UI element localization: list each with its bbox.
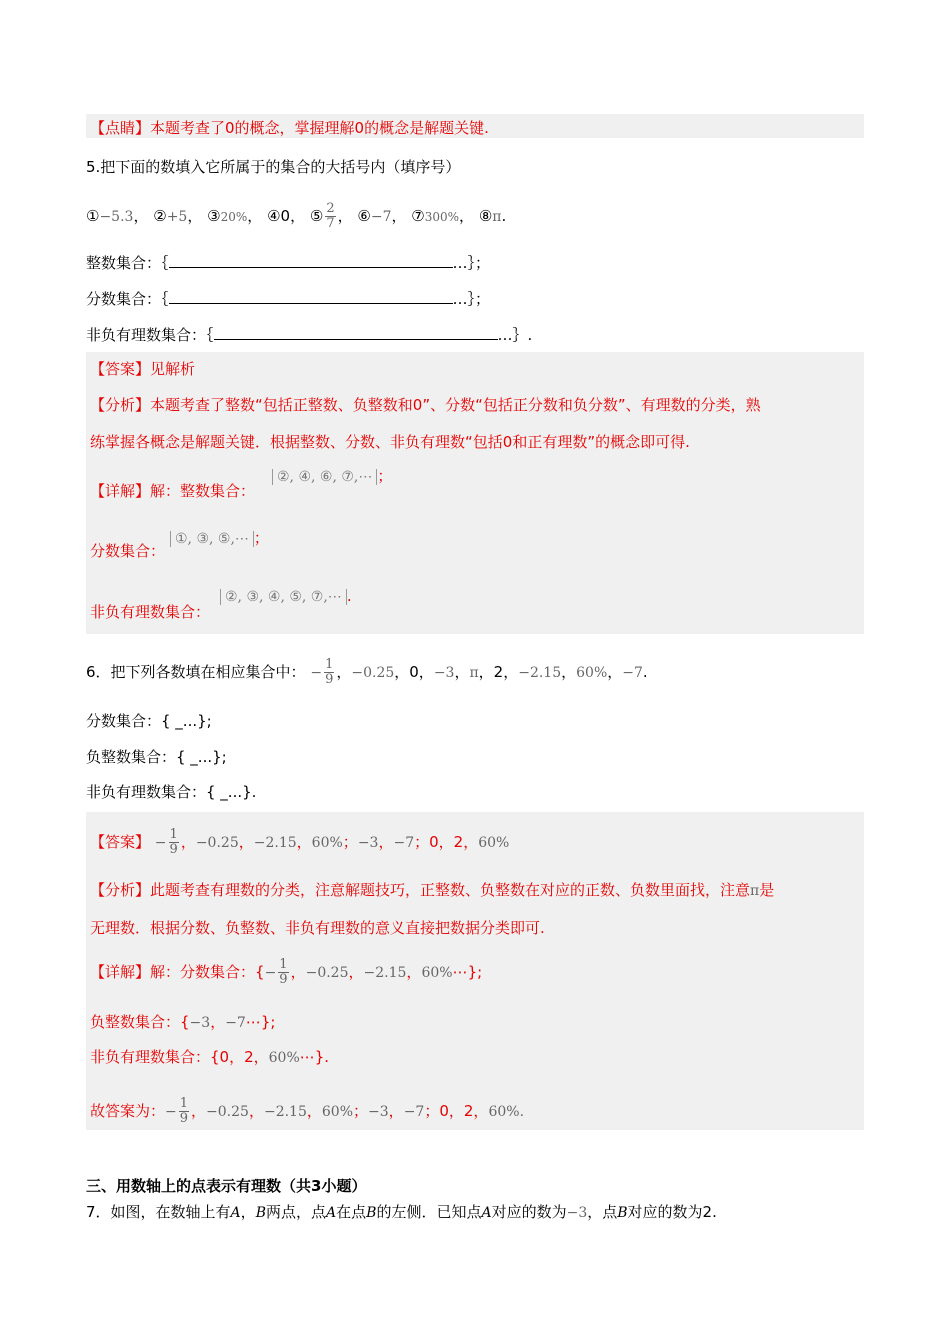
separator: ， xyxy=(290,207,306,225)
set-end: . xyxy=(346,587,352,605)
number: 60% xyxy=(311,835,343,851)
q5-set-nonneg xyxy=(86,324,532,345)
fraction-denominator: 9 xyxy=(169,842,178,857)
set-notation: ①, ③, ⑤,⋯ xyxy=(170,531,254,547)
separator: . xyxy=(519,1104,525,1120)
q6-set-nonneg: 非负有理数集合：{ _...}. xyxy=(86,783,257,801)
number: −0.25 xyxy=(351,665,395,681)
q6-detail-negint xyxy=(90,1011,275,1032)
fraction xyxy=(324,658,334,687)
fraction-numerator: 1 xyxy=(325,657,334,672)
number: −2.15 xyxy=(263,1104,307,1120)
q6-analysis-line-2: 无理数．根据分数、负整数、非负有理数的意义直接把数据分类即可. xyxy=(90,919,545,937)
number: 60% xyxy=(321,1104,354,1120)
separator: ，2， xyxy=(478,663,519,681)
number: −3 xyxy=(566,1205,588,1221)
analysis-text: 是 xyxy=(759,881,775,899)
text: ，点 xyxy=(587,1203,618,1221)
q5-stem: 5.把下面的数填入它所属于的集合的大括号内（填序号） xyxy=(86,158,461,176)
fraction xyxy=(325,202,335,231)
number: 0，2， xyxy=(429,833,479,851)
set-end: ； xyxy=(377,467,393,485)
detail-tag: 【详解】 xyxy=(90,963,151,981)
number: −0.25 xyxy=(206,1104,249,1120)
separator: ， xyxy=(191,1102,207,1120)
fraction-denominator: 9 xyxy=(279,972,288,987)
answer-tag: 【答案】 xyxy=(90,833,151,851)
q6-stem-line xyxy=(86,658,648,687)
analysis-tag: 【分析】 xyxy=(90,396,151,414)
separator: ， xyxy=(210,1013,226,1031)
set-notation: ②, ③, ④, ⑤, ⑦,⋯ xyxy=(220,589,347,605)
separator: ， xyxy=(607,663,623,681)
q7-stem xyxy=(86,1201,717,1222)
tip-text: 本题考查了0的概念，掌握理解0的概念是解题关键. xyxy=(150,119,489,137)
number: −3 xyxy=(357,835,379,851)
minus-sign: − xyxy=(154,835,167,851)
separator: . xyxy=(501,207,507,225)
analysis-text: 本题考查了整数“包括正整数、负整数和0”、分数“包括正分数和负分数”、有理数的分类，熟 xyxy=(150,396,761,414)
set-notation: ②, ④, ⑥, ⑦,⋯ xyxy=(272,469,377,485)
number: −2.15 xyxy=(518,665,562,681)
text: 两点，点 xyxy=(265,1203,326,1221)
number: −3 xyxy=(433,665,455,681)
set-end: ⋯}; xyxy=(245,1013,276,1031)
fraction xyxy=(179,1097,189,1126)
fraction-numerator: 1 xyxy=(179,1096,189,1111)
separator: ， xyxy=(459,207,475,225)
number: 60% xyxy=(421,965,453,981)
fraction-denominator: 9 xyxy=(325,672,334,687)
number: 60% xyxy=(268,1050,300,1066)
tip-tag: 【点睛】 xyxy=(90,119,151,137)
q6-detail-nonneg xyxy=(90,1046,329,1067)
item-num: ⑤ xyxy=(309,207,324,225)
separator: ， xyxy=(187,207,203,225)
set-end: ； xyxy=(253,529,269,547)
separator: ， xyxy=(336,663,352,681)
q6-analysis-line-1 xyxy=(90,879,774,900)
fraction xyxy=(169,828,179,857)
point-label: B xyxy=(366,1205,377,1221)
text: 7．如图，在数轴上有 xyxy=(86,1203,231,1221)
q6-stem: 6．把下列各数填在相应集合中： xyxy=(86,663,306,681)
number: −7 xyxy=(403,1104,425,1120)
point-label: B xyxy=(617,1205,628,1221)
set-tail: …｝. xyxy=(497,326,533,344)
separator: ； xyxy=(424,1102,440,1120)
text: ， xyxy=(240,1203,256,1221)
q6-final-answer xyxy=(90,1097,524,1126)
set-label: 分数集合：｛ xyxy=(86,290,169,308)
separator: ， xyxy=(248,1102,264,1120)
separator: ， xyxy=(180,833,196,851)
q5-detail-int-set xyxy=(272,465,392,486)
separator: ， xyxy=(238,833,254,851)
number: −0.25 xyxy=(195,835,239,851)
q5-detail-int xyxy=(90,480,255,501)
point-label: A xyxy=(230,1205,241,1221)
pi-symbol: π xyxy=(750,883,760,899)
item-num: ⑦ xyxy=(411,207,425,225)
q5-detail-frac-label: 分数集合： xyxy=(90,542,166,560)
number: 0，2， xyxy=(439,1102,489,1120)
q5-detail-nonneg-label: 非负有理数集合： xyxy=(90,603,211,621)
set-tail: …｝； xyxy=(452,254,491,272)
minus-sign: − xyxy=(310,665,323,681)
number: −3 xyxy=(189,1015,211,1031)
separator: ， xyxy=(296,833,312,851)
separator: ， xyxy=(454,663,470,681)
point-label: A xyxy=(481,1205,492,1221)
q5-analysis-line-1 xyxy=(90,394,761,415)
separator: ， xyxy=(290,963,306,981)
analysis-text: 此题考查有理数的分类，注意解题技巧，正整数、负整数在对应的正数、负数里面找，注意 xyxy=(150,881,751,899)
q6-detail-frac xyxy=(90,958,482,987)
q5-detail-frac-set xyxy=(170,527,269,548)
separator: ， xyxy=(306,1102,322,1120)
item-num: ④ xyxy=(267,207,281,225)
item-num: ③ xyxy=(207,207,221,225)
detail-prefix: 解：分数集合：{ xyxy=(150,963,265,981)
set-label: 非负有理数集合：｛ xyxy=(86,326,214,344)
number: 60% xyxy=(478,835,510,851)
number: −2.15 xyxy=(253,835,297,851)
fraction-denominator: 7 xyxy=(326,216,335,231)
number: −3 xyxy=(368,1104,389,1120)
number: −0.25 xyxy=(305,965,349,981)
fraction-denominator: 9 xyxy=(179,1111,189,1126)
answer-text: 见解析 xyxy=(150,360,196,378)
q5-set-int xyxy=(86,252,490,273)
q6-set-negint: 负整数集合：{ _...}; xyxy=(86,748,227,766)
point-label: B xyxy=(255,1205,266,1221)
tip-line xyxy=(90,117,489,138)
item-value: −7 xyxy=(370,209,392,225)
separator: ； xyxy=(414,833,430,851)
text: 对应的数为 xyxy=(491,1203,567,1221)
detail-tag: 【详解】 xyxy=(90,482,151,500)
separator: ，0， xyxy=(394,663,434,681)
q6-answer xyxy=(90,828,509,857)
text: 对应的数为2. xyxy=(627,1203,717,1221)
q5-analysis-line-2: 练掌握各概念是解题关键．根据整数、分数、非负有理数“包括0和正有理数”的概念即可得. xyxy=(90,433,690,451)
answer-blank xyxy=(169,253,453,268)
separator: ， xyxy=(133,207,149,225)
set-end: ⋯}; xyxy=(452,963,483,981)
q5-answer xyxy=(90,358,195,379)
number: 60% xyxy=(488,1104,520,1120)
fraction-numerator: 2 xyxy=(326,201,335,216)
item-value: 300% xyxy=(424,210,460,224)
item-value: −5.3 xyxy=(99,209,134,225)
minus-sign: − xyxy=(165,1104,177,1120)
q5-items xyxy=(86,202,506,231)
number: π xyxy=(469,665,479,681)
number: −7 xyxy=(393,835,415,851)
item-value: +5 xyxy=(166,209,188,225)
set-label: 整数集合：｛ xyxy=(86,254,169,272)
detail-label: 非负有理数集合：{0，2， xyxy=(90,1048,269,1066)
q5-detail-nonneg-set xyxy=(220,587,352,605)
detail-intro: 解：整数集合： xyxy=(150,482,256,500)
separator: . xyxy=(642,663,648,681)
answer-blank xyxy=(214,325,498,340)
item-num: ① xyxy=(86,207,100,225)
separator: ， xyxy=(247,207,263,225)
q6-set-frac: 分数集合：{ _...}; xyxy=(86,712,212,730)
item-num: ⑧ xyxy=(478,207,493,225)
separator: ； xyxy=(342,833,358,851)
item-num: ② xyxy=(153,207,167,225)
separator: ， xyxy=(406,963,422,981)
final-label: 故答案为： xyxy=(90,1102,166,1120)
separator: ， xyxy=(348,963,364,981)
separator: ， xyxy=(337,207,353,225)
separator: ， xyxy=(378,833,394,851)
analysis-tag: 【分析】 xyxy=(90,881,151,899)
answer-blank xyxy=(169,289,453,304)
separator: ， xyxy=(561,663,577,681)
text: 在点 xyxy=(336,1203,367,1221)
separator: ， xyxy=(388,1102,404,1120)
text: 的左侧．已知点 xyxy=(376,1203,482,1221)
number: −7 xyxy=(622,665,643,681)
number: −7 xyxy=(225,1015,246,1031)
number: −2.15 xyxy=(363,965,407,981)
point-label: A xyxy=(326,1205,337,1221)
separator: ， xyxy=(391,207,407,225)
item-value: π xyxy=(492,209,502,225)
minus-sign: − xyxy=(264,965,277,981)
answer-tag: 【答案】 xyxy=(90,360,151,378)
q5-set-frac xyxy=(86,288,490,309)
set-tail: …｝； xyxy=(452,290,491,308)
item-value: 20% xyxy=(220,210,248,224)
number: 60% xyxy=(576,665,608,681)
fraction-numerator: 1 xyxy=(279,957,288,972)
set-end: ⋯}. xyxy=(299,1048,330,1066)
section-heading: 三、用数轴上的点表示有理数（共3小题） xyxy=(86,1177,367,1195)
item-num: ⑥ xyxy=(357,207,371,225)
detail-label: 负整数集合：{ xyxy=(90,1013,190,1031)
separator: ； xyxy=(353,1102,369,1120)
item-value: 0 xyxy=(280,207,291,225)
fraction xyxy=(278,958,288,987)
fraction-numerator: 1 xyxy=(169,827,178,842)
